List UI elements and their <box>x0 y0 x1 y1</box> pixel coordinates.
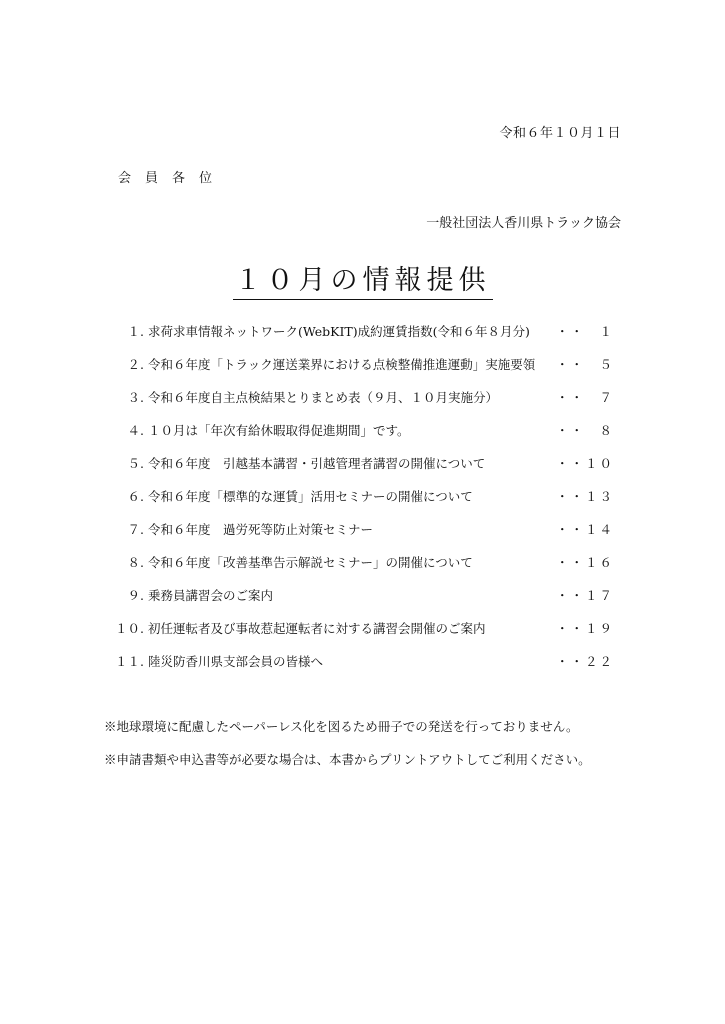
toc-item-page: ・・１９ <box>555 621 614 636</box>
toc-item-title: 令和６年度「トラック運送業界における点検整備推進運動」実施要領 <box>148 357 536 372</box>
toc-item-number: ８. <box>127 555 144 570</box>
toc-item-title: 令和６年度 引越基本講習・引越管理者講習の開催について <box>148 456 486 471</box>
toc-item <box>112 487 614 520</box>
toc-item-title: 陸災防香川県支部会員の皆様へ <box>148 654 324 669</box>
toc-item-title: 初任運転者及び事故惹起運転者に対する講習会開催のご案内 <box>148 621 486 636</box>
toc-item-number: １１. <box>115 654 144 669</box>
toc-item-title: 令和６年度「改善基準告示解説セミナー」の開催について <box>148 555 473 570</box>
toc-item-page: ・・１４ <box>555 522 614 537</box>
toc-item-title: 乗務員講習会のご案内 <box>148 588 274 603</box>
toc-item-page: ・・２２ <box>555 654 614 669</box>
toc-item-title: 令和６年度 過労死等防止対策セミナー <box>148 522 374 537</box>
toc-item-title: 求荷求車情報ネットワーク(WebKIT)成約運賃指数(令和６年８月分) <box>148 324 530 339</box>
toc-item-title: 令和６年度「標準的な運賃」活用セミナーの開催について <box>148 489 473 504</box>
toc-item-number: ３. <box>127 390 144 405</box>
document-title: １０月の情報提供 <box>233 265 493 300</box>
toc-item <box>112 520 614 553</box>
document-title-wrapper <box>0 258 725 297</box>
toc-item-page: ・・ ７ <box>555 390 614 405</box>
toc-item-number: ２. <box>127 357 144 372</box>
toc-item <box>112 553 614 586</box>
toc-item <box>112 619 614 652</box>
document-date: 令和６年１０月１日 <box>499 126 621 141</box>
sender-organization: 一般社団法人香川県トラック協会 <box>426 216 621 231</box>
note-print-out: ※申請書類や申込書等が必要な場合は、本書からプリントアウトしてご利用ください。 <box>104 752 591 767</box>
toc-item-number: ９. <box>127 588 144 603</box>
toc-item-page: ・・ ８ <box>555 423 614 438</box>
toc-item-page: ・・１０ <box>555 456 614 471</box>
toc-item-number: ７. <box>127 522 144 537</box>
toc-item-number: ４. <box>127 423 144 438</box>
notes-section <box>104 717 591 783</box>
toc-item-page: ・・ １ <box>555 324 614 339</box>
toc-item <box>112 586 614 619</box>
note-paperless: ※地球環境に配慮したペーパーレス化を図るため冊子での発送を行っておりません。 <box>104 719 579 734</box>
toc-item-page: ・・１７ <box>555 588 614 603</box>
toc-item-title: １０月は「年次有給休暇取得促進期間」です。 <box>148 423 410 438</box>
toc-item <box>112 421 614 454</box>
recipients-line: 会員各位 <box>118 171 227 186</box>
toc-item-page: ・・１３ <box>555 489 614 504</box>
toc-item-number: １０. <box>115 621 144 636</box>
toc-item-page: ・・ ５ <box>555 357 614 372</box>
toc-item-number: １. <box>127 324 144 339</box>
toc-item-number: ５. <box>127 456 144 471</box>
toc-item-title: 令和６年度自主点検結果とりまとめ表（９月、１０月実施分） <box>148 390 499 405</box>
toc-item <box>112 652 614 685</box>
toc-item <box>112 355 614 388</box>
table-of-contents <box>112 322 614 685</box>
toc-item <box>112 454 614 487</box>
toc-item-page: ・・１６ <box>555 555 614 570</box>
toc-item <box>112 388 614 421</box>
toc-item-number: ６. <box>127 489 144 504</box>
toc-item <box>112 322 614 355</box>
